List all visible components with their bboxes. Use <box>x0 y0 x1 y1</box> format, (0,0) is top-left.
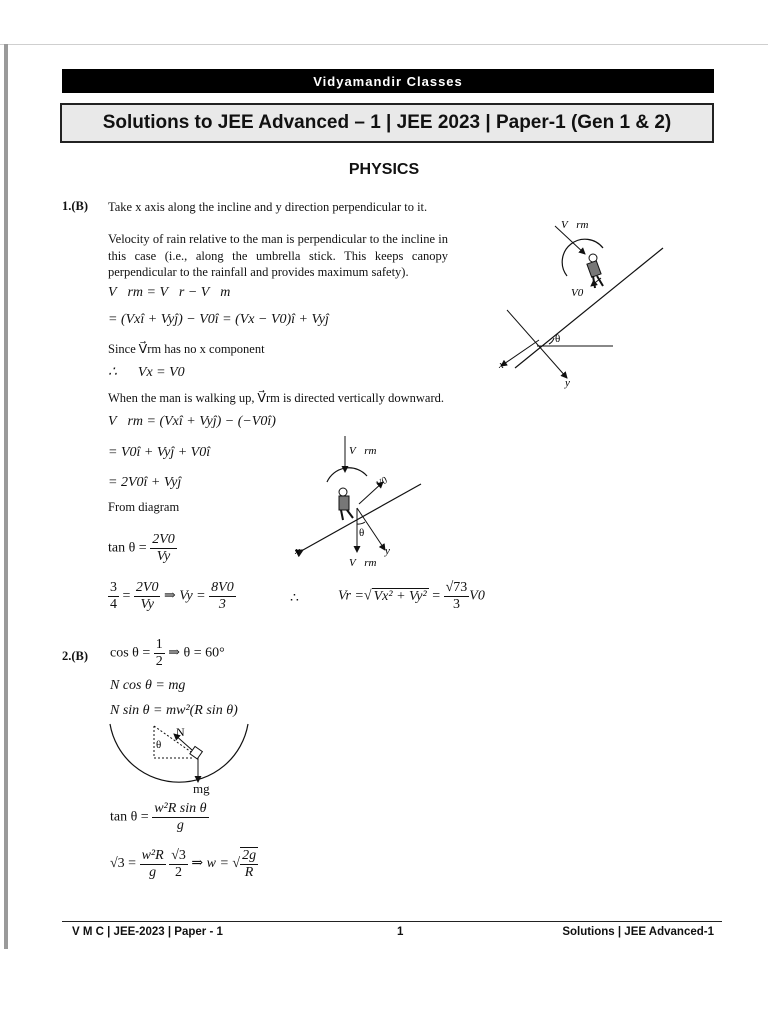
q2-tan-num: w²R sin θ <box>154 801 207 816</box>
q2-tan-den: g <box>176 818 184 833</box>
q1-tan-num: 2V0 <box>152 532 175 547</box>
footer-right: Solutions | JEE Advanced-1 <box>562 926 714 938</box>
q1-ratio-equation: $\frac{3}{4}$ = $\frac{2V0}{Vy}$ ⇒ Vy = $\frac{8V0}{3}$ <box>110 580 234 612</box>
footer-page-number: 1 <box>397 926 404 938</box>
q2-sq-den: R <box>244 865 254 880</box>
bowl-diagram <box>106 720 256 800</box>
umbrella-canopy-icon-2 <box>327 468 367 482</box>
q2-sqrt-fraction <box>240 847 258 881</box>
q2-r3-fraction <box>169 848 188 881</box>
q2-cos-den: 2 <box>155 654 163 669</box>
q1-vr-lhs: Vr = <box>338 588 364 604</box>
q1-ratio-den3: 3 <box>218 597 226 612</box>
institute-name: Vidyamandir Classes <box>313 73 463 89</box>
q2-root3: √3 = <box>110 856 137 872</box>
subject-heading: PHYSICS <box>348 161 420 178</box>
bead-block <box>190 746 203 759</box>
diagram1-v0-label: V0 <box>571 287 584 299</box>
q1-ratio-mid: ⇒ Vy = <box>163 588 206 604</box>
q1-from-diagram: From diagram <box>108 500 180 514</box>
diagram1-x-label: x <box>499 359 504 371</box>
q2-ncos-equation: N cos θ = mg <box>110 678 186 693</box>
diagram3-theta-label: θ <box>156 739 162 751</box>
q1-tan-den: Vy <box>156 549 171 564</box>
q1-paragraph: Velocity of rain relative to the man is perpendicular to the incline in this case (i.e., along the umbrella stick. This keeps canopy perpendicular to the rainfall and provides maximum safety). <box>108 232 448 279</box>
q1-ratio-num2: 2V0 <box>135 580 159 595</box>
q1-equation-4: = V0î + Vyĵ + V0î <box>108 445 211 460</box>
q2-cos-fraction <box>154 637 165 670</box>
q2-implies-w: ⇒ w = <box>191 856 229 872</box>
q1-vr-frac <box>444 580 470 613</box>
diagram2-y-label: y <box>385 545 390 557</box>
footer-left: V M C | JEE-2023 | Paper - 1 <box>72 926 223 938</box>
q1-walking: When the man is walking up, V⃗rm is directed vertically downward. <box>108 391 445 405</box>
q1-vr-tail: V0 <box>469 588 485 604</box>
q1-vr-num: √73 <box>445 580 468 595</box>
question-number-1: 1.(B) <box>62 199 89 213</box>
incline-diagram-2 <box>293 432 433 572</box>
q1-vx-equation: ∴ Vx = V0 <box>108 365 185 380</box>
diagram2-vrm-top-label: V⃗rm <box>349 445 377 457</box>
incline-line-2 <box>303 484 421 550</box>
man-figure-icon-2 <box>339 488 353 520</box>
q1-vr-eq: = <box>432 588 441 604</box>
q1-tan-equation <box>108 532 177 565</box>
question-number-2: 2.(B) <box>62 649 89 663</box>
q1-equation-2: = (Vxî + Vyĵ) − V0î = (Vx − V0)î + Vyĵ <box>108 312 329 327</box>
footer-divider <box>62 921 722 922</box>
q2-tan-fraction <box>152 801 208 834</box>
q1-equation-5: = 2V0î + Vyĵ <box>108 475 182 490</box>
q1-equation-1: V⃗rm = V⃗r − V⃗m <box>108 285 231 300</box>
q2-mg-label: mg <box>193 781 210 796</box>
q2-cos-equation <box>110 637 225 670</box>
paper-title-box <box>60 103 714 143</box>
q1-ratio-frac2 <box>134 580 161 613</box>
q2-two: 2 <box>175 864 183 880</box>
diagram1-theta-label: θ <box>555 333 561 345</box>
q2-cos-num: 1 <box>155 637 163 652</box>
q2-w2r: w²R <box>141 847 164 863</box>
incline-diagram-1 <box>495 218 695 393</box>
q1-intro: Take x axis along the incline and y direction perpendicular to it. <box>108 200 428 214</box>
q2-w2r-fraction <box>140 848 166 881</box>
q2-nsin-equation: N sin θ = mw²(R sin θ) <box>110 703 238 718</box>
q1-equation-3: V⃗rm = (Vxî + Vyĵ) − (−V0î) <box>108 414 276 429</box>
paper-title: Solutions to JEE Advanced – 1 | JEE 2023 | Paper-1 (Gen 1 & 2) <box>102 112 672 133</box>
q1-ratio-frac3 <box>209 580 236 613</box>
q1-vr-equation: Vr =√ Vx² + Vy² = $\frac{√73}{3}$ V0 <box>338 580 485 612</box>
q1-tan-fraction <box>150 532 177 565</box>
q2-cos-lhs: cos θ = <box>110 645 151 661</box>
diagram1-vrm-label: V⃗rm <box>561 219 589 231</box>
q1-therefore-symbol: ∴ <box>290 591 299 606</box>
diagram2-v0-label: V0 <box>374 475 390 491</box>
diagram3-n-label: N <box>176 725 185 739</box>
diagram2-theta-label: θ <box>359 527 365 539</box>
q2-sq-num: 2g <box>242 848 257 863</box>
q1-ratio-num1: 3 <box>110 580 117 595</box>
q1-ratio-den2: Vy <box>140 597 154 612</box>
q2-g: g <box>149 864 157 880</box>
q1-vr-den: 3 <box>452 597 460 612</box>
q2-cos-rhs: ⇒ θ = 60° <box>168 645 225 661</box>
q1-ratio-frac1 <box>108 580 119 613</box>
q2-tan-lhs: tan θ = <box>110 809 149 825</box>
top-divider <box>0 44 768 45</box>
q1-ratio-den1: 4 <box>110 597 117 612</box>
diagram2-x-label: x <box>295 545 300 557</box>
q1-tan-lhs: tan θ = <box>108 540 147 556</box>
q2-r3: √3 <box>171 847 186 863</box>
q2-tan-equation <box>110 801 209 834</box>
q1-since: Since V⃗rm has no x component <box>108 342 265 356</box>
institute-band <box>62 69 714 93</box>
q2-omega-equation: √3 = $\frac{\text{w²R}}{g}$ $\frac{√3}{2}$ ⇒ w = √ $\frac{2g}{R}$ <box>110 847 257 880</box>
diagram2-vrm-bottom-label: V⃗rm <box>349 557 377 569</box>
q1-ratio-num3: 8V0 <box>211 580 234 595</box>
diagram1-y-label: y <box>565 377 570 389</box>
left-margin-bar <box>4 44 8 949</box>
q1-vr-root: Vx² + Vy² <box>373 588 427 604</box>
